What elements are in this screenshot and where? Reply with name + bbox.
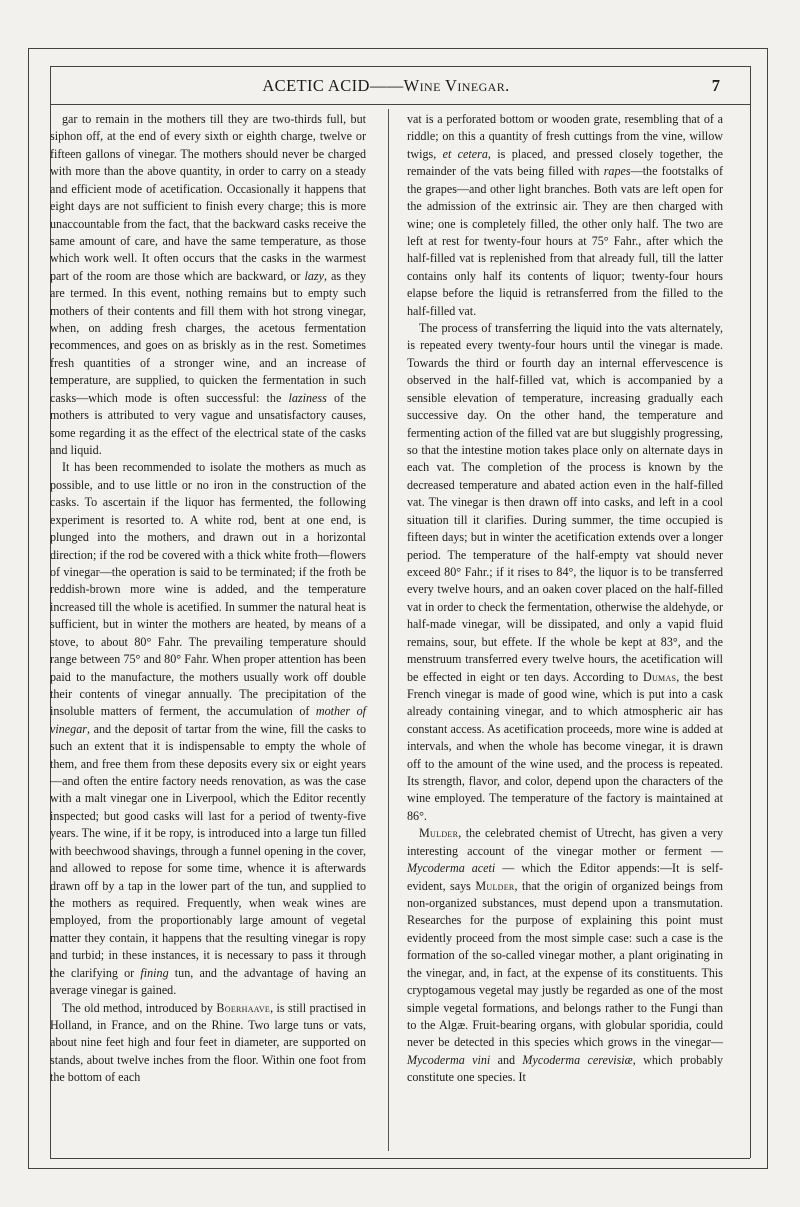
text-run: vat is a perforated bottom or wooden grate, resembling that of a riddle; on this a quantity of fresh cuttings from the vine, willow twigs,: [407, 112, 723, 161]
frame-rule-right-outer: [767, 48, 768, 1168]
text-run: fining: [140, 965, 169, 980]
text-run: Mulder: [475, 878, 515, 893]
text-run: et cetera: [442, 146, 488, 161]
column-divider: [388, 109, 389, 1151]
left-column: [50, 111, 366, 1087]
page-header: [52, 76, 720, 102]
text-run: , the celebrated chemist of Utrecht, has given a very interesting account of the vinegar mother or ferment —: [407, 826, 723, 858]
paragraph: [50, 111, 366, 459]
text-run: laziness: [288, 390, 327, 405]
right-column: [407, 111, 723, 1087]
text-run: , that the origin of organized beings from non-organized substances, must depend upon a transmutation. Researches for the purpose of explaining this point must evidently proceed from the most simple case: such a case is the formation of the so-called vinegar mother, a plant originating in the vinegar, and, in fact, at the expense of its constituents. This cryptogamous vegetal may justly be regarded as one of the most simple vegetal formations, and belongs rather to the Fungi than to the Algæ. Fruit-bearing organs, with globular sporidia, could never be detected in this species which grows in the vinegar—: [407, 878, 723, 1050]
text-run: , is placed, and pressed closely together, the remainder of the vats being filled with: [407, 146, 723, 179]
page-number: 7: [711, 76, 720, 95]
text-run: gar to remain in the mothers till they are two-thirds full, but siphon off, at the end of every sixth or eighth charge, twelve or fifteen gallons of vinegar. The mothers should never be charged with more than the above quantity, in order to carry on a steady and efficient mode of acetification. Occasionally it happens that eight days are not sufficient to finish every charge; this is more unaccountable from the fact, that the backward casks receive the same amount of care, and have the same temperature, as those which work well. It often occurs that the casks in the warmest part of the room are those which are backward, or: [50, 112, 366, 283]
frame-rule-bottom-outer: [28, 1168, 768, 1169]
text-run: , is still practised in Holland, in France, and on the Rhine. Two large tuns or vats, about nine feet high and four feet in diameter, are supported on stands, about twelve inches from the floor. Within one foot from the bottom of each: [50, 1000, 367, 1085]
text-run: rapes: [603, 164, 631, 179]
text-run: tun, and the advantage of having an average vinegar is gained.: [50, 965, 366, 998]
paragraph: [407, 825, 723, 1086]
text-run: Mulder: [419, 826, 459, 841]
paragraph: [50, 1000, 366, 1087]
text-run: mother of vinegar: [50, 704, 366, 736]
text-run: Dumas: [642, 669, 677, 684]
text-run: lazy: [304, 268, 324, 283]
frame-rule-top-inner: [50, 66, 750, 67]
text-run: — which the Editor appends:—It is self-evident, says: [407, 861, 724, 893]
header-rule: [50, 104, 750, 105]
text-run: of the mothers is attributed to very vague and unsatisfactory causes, some regarding it as the effect of the electrical state of the casks and liquid.: [50, 390, 367, 458]
frame-rule-left: [28, 48, 29, 1168]
text-run: and: [490, 1052, 523, 1067]
paragraph: [407, 111, 723, 320]
running-head: ACETIC ACID——Wine Vinegar.: [262, 76, 510, 95]
text-run: , the best French vinegar is made of good wine, which is put into a cask already containing vinegar, and to which atmospheric air has constant access. As acetification proceeds, more wine is added at intervals, and when the whole has become vinegar, it is drawn off to the amount of the wine used, and the process is repeated. Its strength, flavor, and color, depend upon the characters of the wine employed. The temperature of the factory is maintained at 86°.: [407, 669, 723, 823]
text-run: , and the deposit of tartar from the wine, fill the casks to such an extent that it is indispensable to empty the whole of them, and free them from these deposits every six or eight years—and often the entire factory needs renovation, as was the case with a malt vinegar one in Liverpool, which the Editor recently inspected; but good casks will last for a period of twenty-five years. The wine, if it be ropy, is introduced into a large tun filled with beechwood shavings, through a funnel opening in the cover, and allowed to repose for some time, whence it is afterwards drawn off by a tap in the lower part of the tun, and supplied to the mothers as required. Frequently, when weak wines are employed, from the proportionably large amount of vegetal matter they contain, it happens that the resulting vinegar is ropy and turbid; in these instances, it is necessary to pass it through the clarifying or: [50, 721, 366, 980]
frame-rule-top: [28, 48, 768, 49]
text-run: The process of transferring the liquid into the vats alternately, is repeated every twenty-four hours until the vinegar is made. Towards the third or fourth day an internal effervescence is observed in the half-filled vat, which is accompanied by a sensible elevation of temperature, increasing gradually each successive day. On the other hand, the temperature and fermenting action of the filled vat are but sluggishly progressing, so that the intestine motion takes place only on alternate days in each vat. The completion of the process is known by the decreased temperature and abated action even in the half-filled vat. The vinegar is then drawn off into casks, and left in a cool situation till it clarifies. During summer, the time occupied is fifteen days; but in winter the acetification extends over a longer period. The temperature of the half-empty vat should never exceed 80° Fahr.; if it rises to 84°, the liquor is to be transferred every twelve hours, and an oaken cover placed on the half-filled vat in order to check the fermentation, otherwise the aldehyde, or half-made vinegar, will be dissipated, and only a vapid fluid remains, sour, but effete. If the whole be kept at 83°, and the menstruum transferred every twelve hours, the acetification will be effected in eight or ten days. According to: [407, 321, 723, 684]
paragraph: [50, 459, 366, 999]
text-run: The old method, introduced by: [62, 1000, 217, 1015]
text-run: , as they are termed. In this event, nothing remains but to empty such mothers of their contents and fill them with hot strong vinegar, when, on adding fresh charges, the acetous fermentation recommences, and goes on as briskly as in the rest. Sometimes fresh quantities of a stronger wine, and an increase of temperature, are supplied, to quicken the fermentation in such casks—which mode is often successful: the: [50, 268, 367, 405]
frame-rule-right: [750, 66, 751, 1158]
text-run: Mycoderma aceti: [407, 861, 496, 876]
frame-rule-bottom: [50, 1158, 750, 1159]
text-run: Mycoderma cerevisiæ: [522, 1052, 633, 1067]
text-run: Mycoderma vini: [407, 1052, 491, 1067]
text-columns: [50, 111, 723, 1156]
text-run: , which probably constitute one species. It: [407, 1052, 723, 1085]
paragraph: [407, 320, 723, 825]
text-run: Boerhaave: [216, 1000, 271, 1015]
text-run: —the footstalks of the grapes—and other light branches. Both vats are left open for the admission of the extrinsic air. They are then charged with wine; one is completely filled, the other only half. The two are left at rest for twenty-four hours at 75° Fahr., after which the half-filled vat is replenished from that already full, till the latter contains only half its contents of liquor; twenty-four hours elapse before the liquid is retransferred from the filled to the half-filled vat.: [407, 164, 723, 318]
text-run: It has been recommended to isolate the mothers as much as possible, and to use little or no iron in the construction of the casks. To ascertain if the liquor has fermented, the following experiment is resorted to. A white rod, bent at one end, is plunged into the mothers, and drawn out in a horizontal direction; if the rod be covered with a thick white froth—flowers of vinegar—the operation is said to be terminated; if the froth be reddish-brown more wine is added, and the temperature increased till the whole is acetified. In summer the natural heat is sufficient, but in winter the mothers are heated, by means of a stove, to about 80° Fahr. The prevailing temperature should range between 75° and 80° Fahr. When proper attention has been paid to the manufacture, the mothers usually work off double their contents of vinegar annually. The precipitation of the insoluble matters of ferment, the accumulation of: [50, 460, 366, 719]
